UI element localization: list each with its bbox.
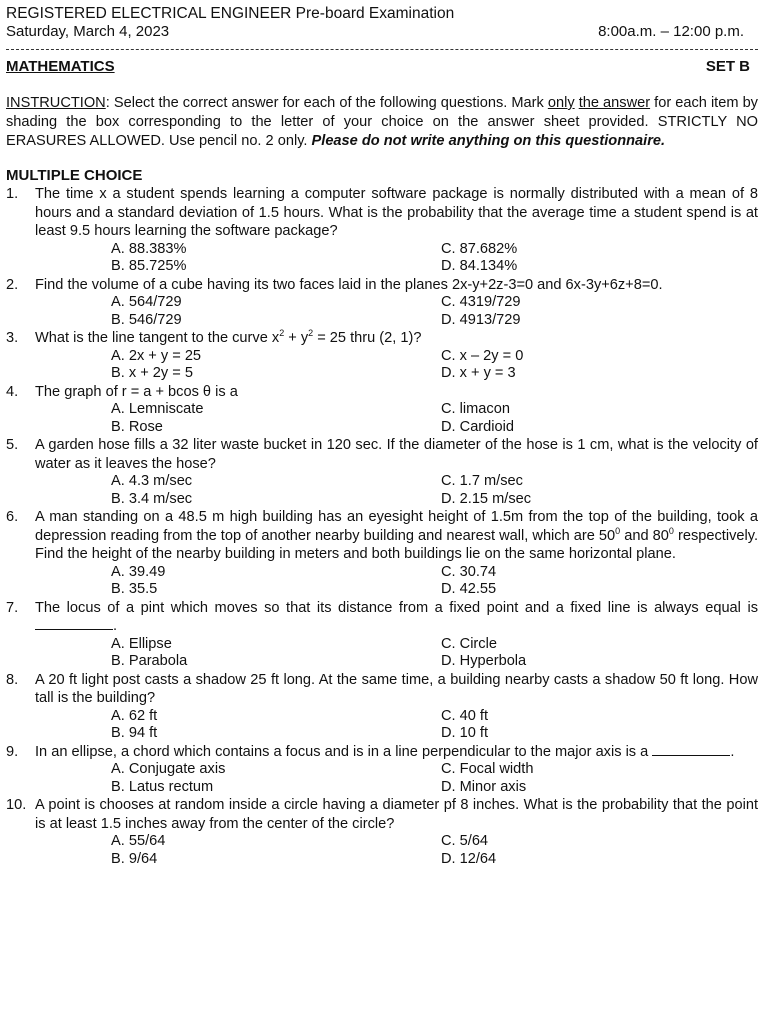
choice-d[interactable]: D. 12/64 (441, 850, 497, 867)
question-6 (6, 508, 758, 599)
choices (35, 473, 758, 508)
choice-b[interactable]: B. 9/64 (111, 850, 158, 867)
instruction-note: Please do not write anything on this questionnaire. (311, 133, 666, 149)
choices (35, 761, 758, 796)
choice-b[interactable]: B. 85.725% (111, 258, 187, 274)
choice-a[interactable]: A. 55/64 (111, 833, 166, 849)
choice-b[interactable]: B. x + 2y = 5 (111, 365, 193, 381)
question-text: A garden hose fills a 32 liter waste bucket in 120 sec. If the diameter of the hose is 1 cm, what is the velocity of water as it leaves the hose? (35, 437, 758, 472)
question-text (35, 743, 758, 762)
choice-b[interactable]: B. 3.4 m/sec (111, 490, 193, 507)
question-number: 2. (6, 276, 19, 293)
superscript: 2 (279, 328, 285, 339)
dashed-divider (6, 49, 758, 50)
question-2 (6, 276, 758, 330)
superscript: 0 (615, 525, 621, 536)
question-text-part: . (730, 743, 735, 760)
choice-a[interactable]: A. 2x + y = 25 (111, 347, 202, 364)
choice-c[interactable]: C. x – 2y = 0 (441, 347, 524, 364)
question-10 (6, 796, 758, 868)
instruction-the-answer: the answer (578, 95, 651, 111)
choice-d[interactable]: D. 84.134% (441, 258, 518, 274)
choice-a[interactable]: A. Lemniscate (111, 401, 204, 417)
question-number: 7. (6, 599, 19, 616)
question-text: A 20 ft light post casts a shadow 25 ft long. At the same time, a building nearby casts a shadow 50 ft long. How tall is the building? (35, 671, 758, 706)
instruction-text-2: for each item by shading the box corresponding to the letter of your choice on the answer sheet provided. STRICTLY NO ERASURES ALLOWED. Use pencil no. 2 only. (6, 95, 758, 149)
choice-d[interactable]: D. 10 ft (441, 725, 489, 741)
choices (35, 833, 758, 868)
question-text-part: and 80 (620, 527, 669, 544)
answer-blank (652, 743, 730, 756)
question-number: 6. (6, 509, 19, 525)
choice-c[interactable]: C. Circle (441, 635, 497, 652)
question-text: A point is chooses at random inside a circle having a diameter pf 8 inches. What is the probability that the point is at least 1.5 inches away from the center of the circle? (35, 797, 758, 832)
set-label: SET B (705, 58, 750, 75)
choices (35, 636, 758, 671)
section-title: MULTIPLE CHOICE (6, 167, 143, 184)
question-text-part: respectively. Find the height of the nearby building in meters and both buildings lie on the same horizontal plane. (35, 527, 759, 562)
choice-c[interactable]: C. 1.7 m/sec (441, 473, 523, 489)
question-text-part: + y (284, 330, 309, 346)
question-number: 5. (6, 437, 19, 453)
question-1 (6, 185, 758, 276)
instruction-text-1: : Select the correct answer for each of the following questions. Mark (105, 95, 548, 111)
question-8 (6, 671, 758, 743)
question-5 (6, 436, 758, 508)
question-number: 9. (6, 743, 19, 760)
question-text-part: A man standing on a 48.5 m high building has an eyesight height of 1.5m from the top of the building, took a depression reading from the top of another nearby building and nearest wall, which are 50 (35, 509, 758, 544)
choices (35, 294, 758, 329)
question-text: Find the volume of a cube having its two faces laid in the planes 2x-y+2z-3=0 and 6x-3y+6z+8=0. (35, 276, 663, 293)
question-3 (6, 329, 758, 383)
question-text-part: What is the line tangent to the curve x (35, 330, 280, 346)
choice-d[interactable]: D. x + y = 3 (441, 365, 516, 381)
choice-a[interactable]: A. 88.383% (111, 240, 187, 257)
choice-c[interactable]: C. 4319/729 (441, 294, 521, 310)
choice-d[interactable]: D. 4913/729 (441, 311, 521, 328)
choice-a[interactable]: A. Ellipse (111, 635, 172, 652)
choice-b[interactable]: B. 35.5 (111, 581, 158, 597)
choice-c[interactable]: C. 5/64 (441, 833, 489, 849)
question-text-part: In an ellipse, a chord which contains a focus and is in a line perpendicular to the major axis is a (35, 743, 649, 760)
choice-d[interactable]: D. 42.55 (441, 581, 497, 597)
choice-c[interactable]: C. limacon (441, 401, 510, 417)
choice-d[interactable]: D. 2.15 m/sec (441, 490, 532, 507)
question-text (35, 599, 758, 636)
question-number: 8. (6, 671, 19, 688)
choice-a[interactable]: A. 39.49 (111, 563, 166, 580)
choice-d[interactable]: D. Cardioid (441, 418, 514, 435)
choice-b[interactable]: B. Rose (111, 418, 163, 435)
answer-blank (35, 617, 113, 630)
choice-d[interactable]: D. Minor axis (441, 778, 527, 795)
choices (35, 708, 758, 743)
choices (35, 241, 758, 276)
question-7 (6, 599, 758, 671)
choice-b[interactable]: B. 546/729 (111, 311, 182, 328)
choices (35, 564, 758, 599)
question-9 (6, 743, 758, 797)
choice-b[interactable]: B. Parabola (111, 653, 188, 669)
choice-b[interactable]: B. 94 ft (111, 725, 158, 741)
question-list (6, 185, 758, 868)
question-number: 4. (6, 383, 19, 400)
exam-title: REGISTERED ELECTRICAL ENGINEER Pre-board Examination (6, 5, 455, 22)
instruction-paragraph (6, 94, 758, 151)
choices (35, 401, 758, 436)
choice-b[interactable]: B. Latus rectum (111, 778, 214, 795)
question-text-part: = 25 thru (2, 1)? (313, 330, 422, 346)
exam-schedule (6, 23, 758, 41)
question-text: The time x a student spends learning a computer software package is normally distributed with a mean of 8 hours and a standard deviation of 1.5 hours. What is the probability that the average time a student spend is at least 9.5 hours learning the software package? (35, 186, 758, 239)
question-text: The graph of r = a + bcos θ is a (35, 383, 238, 400)
exam-date: Saturday, March 4, 2023 (6, 23, 170, 40)
subject-row (6, 58, 758, 76)
question-text (35, 508, 758, 564)
instruction-label: INSTRUCTION (6, 95, 106, 111)
choices (35, 348, 758, 383)
choice-c[interactable]: C. 30.74 (441, 563, 497, 580)
question-number: 1. (6, 186, 19, 202)
choice-c[interactable]: C. 87.682% (441, 240, 518, 257)
choice-d[interactable]: D. Hyperbola (441, 653, 527, 669)
question-number: 3. (6, 330, 19, 346)
superscript: 2 (308, 328, 314, 339)
choice-a[interactable]: A. Conjugate axis (111, 761, 226, 777)
choice-c[interactable]: C. 40 ft (441, 707, 489, 724)
choice-c[interactable]: C. Focal width (441, 761, 534, 777)
question-text-part: . (113, 618, 118, 634)
choice-a[interactable]: A. 564/729 (111, 294, 182, 310)
question-4 (6, 383, 758, 437)
choice-a[interactable]: A. 62 ft (111, 707, 158, 724)
choice-a[interactable]: A. 4.3 m/sec (111, 473, 193, 489)
subject-title: MATHEMATICS (6, 58, 115, 75)
superscript: 0 (668, 525, 674, 536)
question-text-part: The locus of a pint which moves so that its distance from a fixed point and a fixed line is always equal is (35, 599, 758, 616)
question-number: 10. (6, 797, 27, 813)
question-text (35, 329, 758, 348)
instruction-only: only (547, 95, 575, 111)
exam-time: 8:00a.m. – 12:00 p.m. (598, 23, 744, 40)
